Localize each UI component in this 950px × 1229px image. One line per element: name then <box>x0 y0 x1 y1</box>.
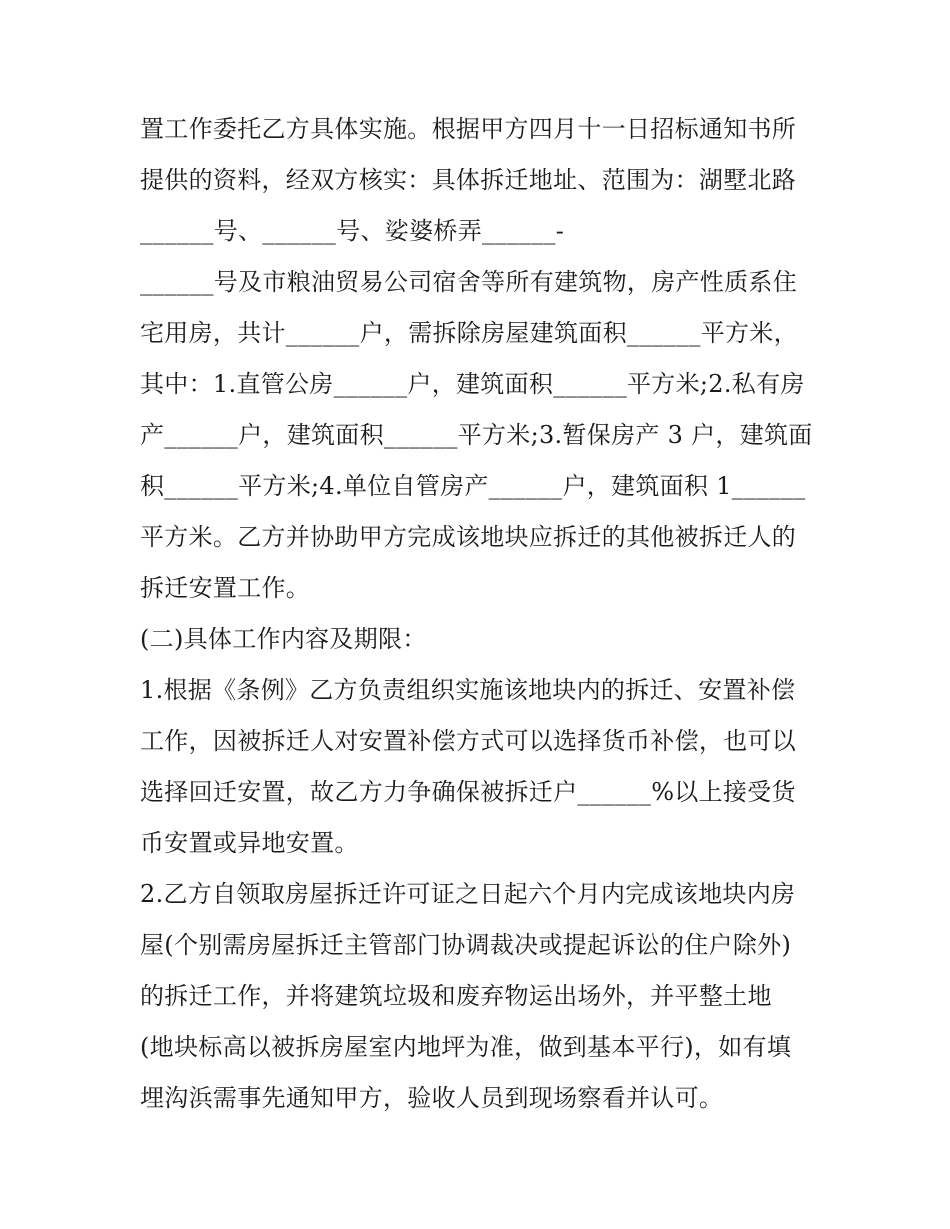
text-line: 提供的资料，经双方核实：具体拆迁地址、范围为：湖墅北路 <box>140 166 797 194</box>
text-line: 埋沟浜需事先通知甲方，验收人员到现场察看并认可。 <box>140 1084 724 1112</box>
contract-text <box>140 104 820 1124</box>
text-line: 产______户，建筑面积______平方米;3.暂保房产 3 户，建筑面 <box>140 421 813 449</box>
text-line: 1.根据《条例》乙方负责组织实施该地块内的拆迁、安置补偿 <box>140 676 796 704</box>
text-line: 的拆迁工作，并将建筑垃圾和废弃物运出场外，并平整土地 <box>140 982 772 1010</box>
text-line: 其中：1.直管公房______户，建筑面积______平方米;2.私有房 <box>140 370 805 398</box>
text-line: 置工作委托乙方具体实施。根据甲方四月十一日招标通知书所 <box>140 115 797 143</box>
text-line: ______号、______号、娑婆桥弄______- <box>140 217 565 245</box>
text-line: 宅用房，共计______户，需拆除房屋建筑面积______平方米， <box>140 319 798 347</box>
text-line: 屋(个别需房屋拆迁主管部门协调裁决或提起诉讼的住户除外) <box>140 931 792 959</box>
text-line: ______号及市粮油贸易公司宿舍等所有建筑物，房产性质系住 <box>140 268 797 296</box>
text-line: (地块标高以被拆房屋室内地坪为准，做到基本平行)，如有填 <box>140 1033 792 1061</box>
text-line: 积______平方米;4.单位自管房产______户，建筑面积 1______ <box>140 472 806 500</box>
text-line: 2.乙方自领取房屋拆迁许可证之日起六个月内完成该地块内房 <box>140 880 796 908</box>
text-line: 选择回迁安置，故乙方力争确保被拆迁户______%以上接受货 <box>140 778 796 806</box>
text-line: 拆迁安置工作。 <box>140 574 311 602</box>
text-line: 平方米。乙方并协助甲方完成该地块应拆迁的其他被拆迁人的 <box>140 523 797 551</box>
text-line: 币安置或异地安置。 <box>140 829 359 857</box>
section-heading: (二)具体工作内容及期限： <box>140 625 427 653</box>
text-line: 工作，因被拆迁人对安置补偿方式可以选择货币补偿，也可以 <box>140 727 797 755</box>
